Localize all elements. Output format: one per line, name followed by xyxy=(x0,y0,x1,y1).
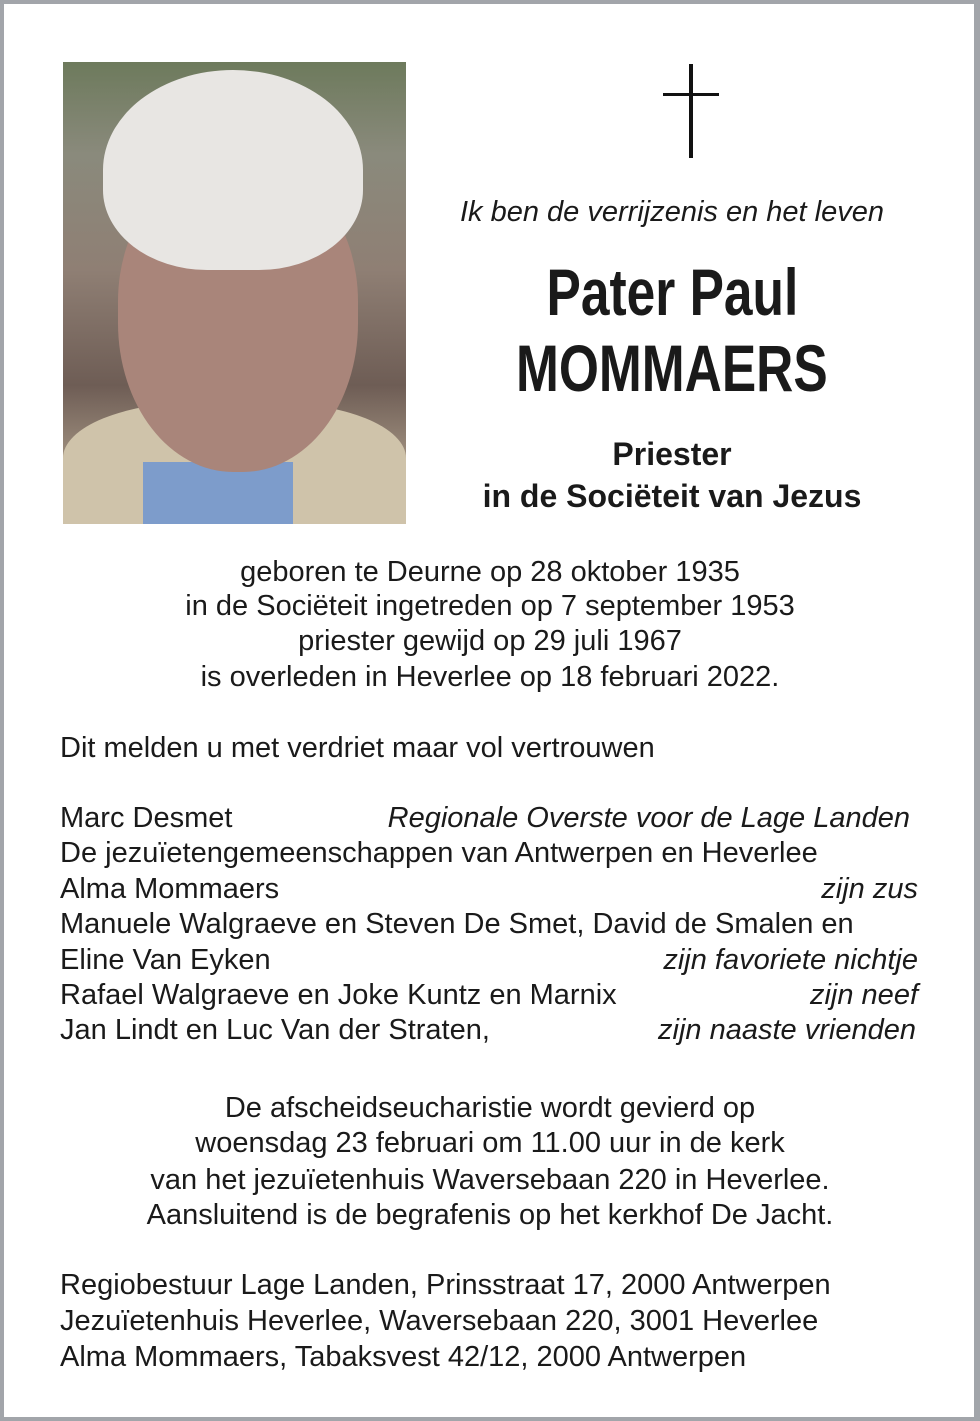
family-row xyxy=(60,836,918,871)
family-row xyxy=(60,801,918,836)
name-first-text: Pater Paul xyxy=(546,255,798,329)
family-row xyxy=(60,943,918,978)
life-line: in de Sociëteit ingetreden op 7 september 1953 xyxy=(185,590,795,622)
cross-icon xyxy=(663,64,719,158)
role-title: Priester xyxy=(612,436,732,472)
address-line: Alma Mommaers, Tabaksvest 42/12, 2000 Antwerpen xyxy=(60,1341,747,1373)
family-relation: zijn neef xyxy=(809,979,918,1011)
motto: Ik ben de verrijzenis en het leven xyxy=(460,196,884,228)
announcement: Dit melden u met verdriet maar vol vertrouwen xyxy=(60,732,655,764)
life-line: geboren te Deurne op 28 oktober 1935 xyxy=(240,556,740,588)
ceremony-line: Aansluitend is de begrafenis op het kerkhof De Jacht. xyxy=(146,1199,834,1231)
role-subtitle: in de Sociëteit van Jezus xyxy=(482,478,862,514)
family-row xyxy=(60,907,918,942)
ceremony-line: De afscheidseucharistie wordt gevierd op xyxy=(224,1092,756,1124)
family-name: Alma Mommaers xyxy=(60,873,280,905)
family-relation: Regionale Overste voor de Lage Landen xyxy=(387,802,910,834)
ceremony-line: van het jezuïetenhuis Waversebaan 220 in Heverlee. xyxy=(150,1164,830,1196)
family-relation: zijn favoriete nichtje xyxy=(663,944,918,976)
address-line: Regiobestuur Lage Landen, Prinsstraat 17, 2000 Antwerpen xyxy=(60,1269,831,1301)
family-name: Marc Desmet xyxy=(60,802,233,834)
family-name: Jan Lindt en Luc Van der Straten, xyxy=(60,1014,490,1046)
name-last xyxy=(430,333,914,403)
family-name: Eline Van Eyken xyxy=(60,944,271,976)
life-line: is overleden in Heverlee op 18 februari 2022. xyxy=(200,661,780,693)
address-line: Jezuïetenhuis Heverlee, Waversebaan 220, 3001 Heverlee xyxy=(60,1305,819,1337)
family-name: Rafael Walgraeve en Joke Kuntz en Marnix xyxy=(60,979,617,1011)
family-name: Manuele Walgraeve en Steven De Smet, David de Smalen en xyxy=(60,908,854,940)
life-line: priester gewijd op 29 juli 1967 xyxy=(298,625,682,657)
portrait-photo xyxy=(63,62,406,524)
family-row xyxy=(60,978,918,1013)
family-name: De jezuïetengemeenschappen van Antwerpen en Heverlee xyxy=(60,837,818,869)
ceremony-line: woensdag 23 februari om 11.00 uur in de kerk xyxy=(195,1127,785,1159)
family-relation: zijn naaste vrienden xyxy=(658,1014,916,1046)
family-relation: zijn zus xyxy=(821,873,918,905)
family-row xyxy=(60,1013,918,1048)
name-first xyxy=(430,257,914,327)
name-last-text: MOMMAERS xyxy=(516,331,828,405)
family-row xyxy=(60,872,918,907)
